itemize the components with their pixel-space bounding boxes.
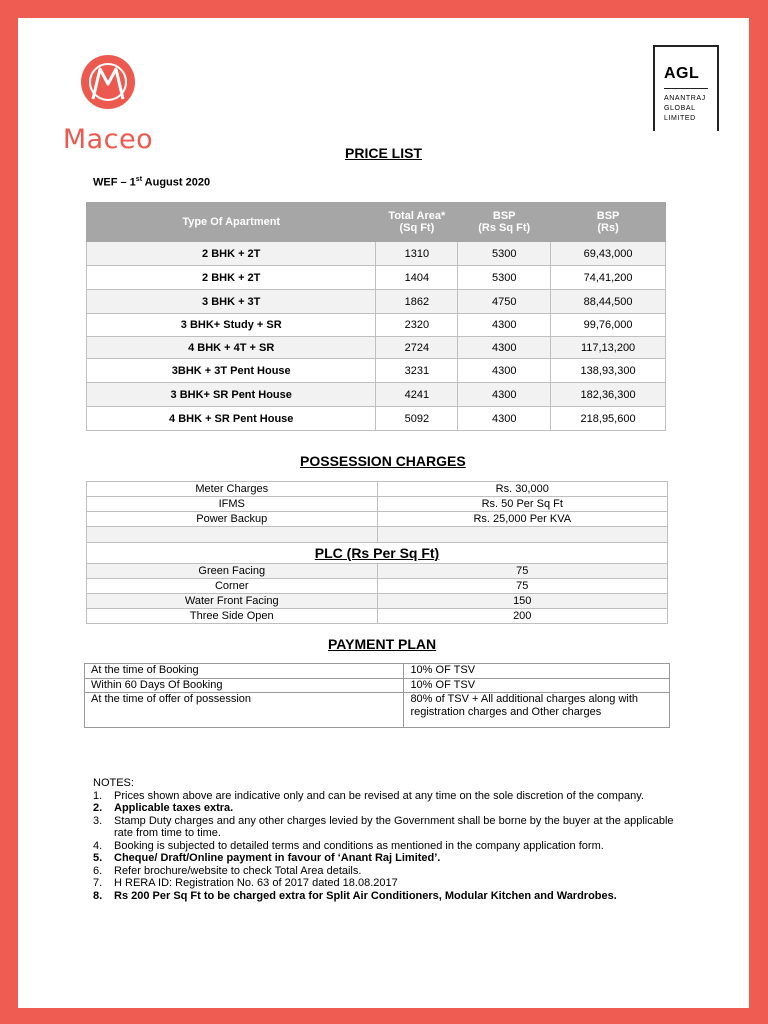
plc-value: 75 [377,564,668,579]
agl-logo [653,45,719,131]
agl-line3: LIMITED [664,115,696,122]
notes-heading: NOTES: [93,777,134,789]
bsp-per-sqft: 4300 [458,314,551,337]
possession-table [86,481,668,624]
table-row [87,512,668,527]
price-list-page [18,18,749,1008]
maceo-logo [48,44,168,156]
bsp-total: 74,41,200 [551,266,666,290]
bsp-total: 218,95,600 [551,407,666,431]
plc-label: Three Side Open [87,609,378,624]
note-item: 6. Refer brochure/website to check Total Area details. [93,864,362,877]
apartment-type: 3 BHK + 3T [87,290,376,314]
maceo-emblem-icon [48,44,168,124]
brand-name: Maceo [62,124,154,155]
table-row [87,497,668,512]
note-item: 5. Cheque/ Draft/Online payment in favour of ‘Anant Raj Limited’. [93,852,441,864]
agl-line2: GLOBAL [664,105,696,112]
charge-value: Rs. 25,000 Per KVA [377,512,668,527]
apartment-type: 3 BHK+ Study + SR [87,314,376,337]
table-row [85,693,670,728]
total-area: 1404 [376,266,458,290]
col-bsp-total: BSP (Rs) [551,203,666,242]
apartment-type: 3 BHK+ SR Pent House [87,383,376,407]
total-area: 1310 [376,242,458,266]
apartment-type: 2 BHK + 2T [87,266,376,290]
agl-fullname [664,94,706,124]
note-item: 1. Prices shown above are indicative only and can be revised at any time on the sole discretion of the company. [93,789,644,802]
apartment-type: 4 BHK + 4T + SR [87,337,376,359]
payment-stage: At the time of Booking [85,664,404,679]
payment-amount: 10% OF TSV [404,679,670,693]
note-item: 4. Booking is subjected to detailed terms and conditions as mentioned in the company application form. [93,839,604,852]
bsp-total: 182,36,300 [551,383,666,407]
apartment-type: 3BHK + 3T Pent House [87,359,376,383]
table-row [87,609,668,624]
payment-stage: At the time of offer of possession [85,693,404,728]
table-row [85,664,670,679]
table-row [87,383,666,407]
spacer-row [87,527,668,543]
plc-label: Corner [87,579,378,594]
note-item: 3. Stamp Duty charges and any other charges levied by the Government shall be borne by the buyer at the applicable rate from time to time. [93,814,674,839]
agl-divider [664,88,708,89]
total-area: 3231 [376,359,458,383]
plc-value: 150 [377,594,668,609]
bsp-per-sqft: 4300 [458,407,551,431]
apartment-type: 4 BHK + SR Pent House [87,407,376,431]
table-row [87,579,668,594]
plc-label: Green Facing [87,564,378,579]
charge-value: Rs. 50 Per Sq Ft [377,497,668,512]
table-row [87,359,666,383]
col-type: Type Of Apartment [87,203,376,242]
table-row [87,407,666,431]
agl-abbr: AGL [664,65,700,82]
plc-title: PLC (Rs Per Sq Ft) [87,543,668,564]
col-area: Total Area* (Sq Ft) [376,203,458,242]
payment-amount: 80% of TSV + All additional charges along with registration charges and Other charges [404,693,670,728]
table-row [87,290,666,314]
bsp-per-sqft: 4300 [458,337,551,359]
table-row [87,242,666,266]
payment-amount: 10% OF TSV [404,664,670,679]
plc-value: 200 [377,609,668,624]
plc-value: 75 [377,579,668,594]
note-item: 2. Applicable taxes extra. [93,802,234,814]
bsp-total: 69,43,000 [551,242,666,266]
note-item: 8. Rs 200 Per Sq Ft to be charged extra for Split Air Conditioners, Modular Kitchen and Wardrobes. [93,889,617,902]
bsp-total: 138,93,300 [551,359,666,383]
price-list-title: PRICE LIST [345,145,423,161]
note-item: 7. H RERA ID: Registration No. 63 of 2017 dated 18.08.2017 [93,877,398,889]
bsp-per-sqft: 4300 [458,359,551,383]
total-area: 5092 [376,407,458,431]
total-area: 1862 [376,290,458,314]
agl-line1: ANANTRAJ [664,95,706,102]
price-table [86,202,666,431]
bsp-per-sqft: 5300 [458,242,551,266]
charge-label: Meter Charges [87,482,378,497]
total-area: 2724 [376,337,458,359]
table-row [87,564,668,579]
col-bsp-sqft: BSP (Rs Sq Ft) [458,203,551,242]
bsp-total: 117,13,200 [551,337,666,359]
bsp-per-sqft: 5300 [458,266,551,290]
effective-date: WEF – 1st August 2020 [93,176,211,189]
charge-label: Power Backup [87,512,378,527]
charge-value: Rs. 30,000 [377,482,668,497]
table-row [87,314,666,337]
total-area: 2320 [376,314,458,337]
charge-label: IFMS [87,497,378,512]
total-area: 4241 [376,383,458,407]
price-table-header [87,203,666,242]
plc-title-row [87,543,668,564]
bsp-per-sqft: 4300 [458,383,551,407]
payment-stage: Within 60 Days Of Booking [85,679,404,693]
plc-label: Water Front Facing [87,594,378,609]
table-row [87,482,668,497]
possession-title: POSSESSION CHARGES [300,453,466,469]
bsp-total: 99,76,000 [551,314,666,337]
payment-plan-title: PAYMENT PLAN [328,636,437,652]
bsp-total: 88,44,500 [551,290,666,314]
table-row [87,594,668,609]
table-row [85,679,670,693]
table-row [87,337,666,359]
notes-section [93,777,694,902]
bsp-per-sqft: 4750 [458,290,551,314]
apartment-type: 2 BHK + 2T [87,242,376,266]
payment-plan-table [84,663,670,728]
table-row [87,266,666,290]
